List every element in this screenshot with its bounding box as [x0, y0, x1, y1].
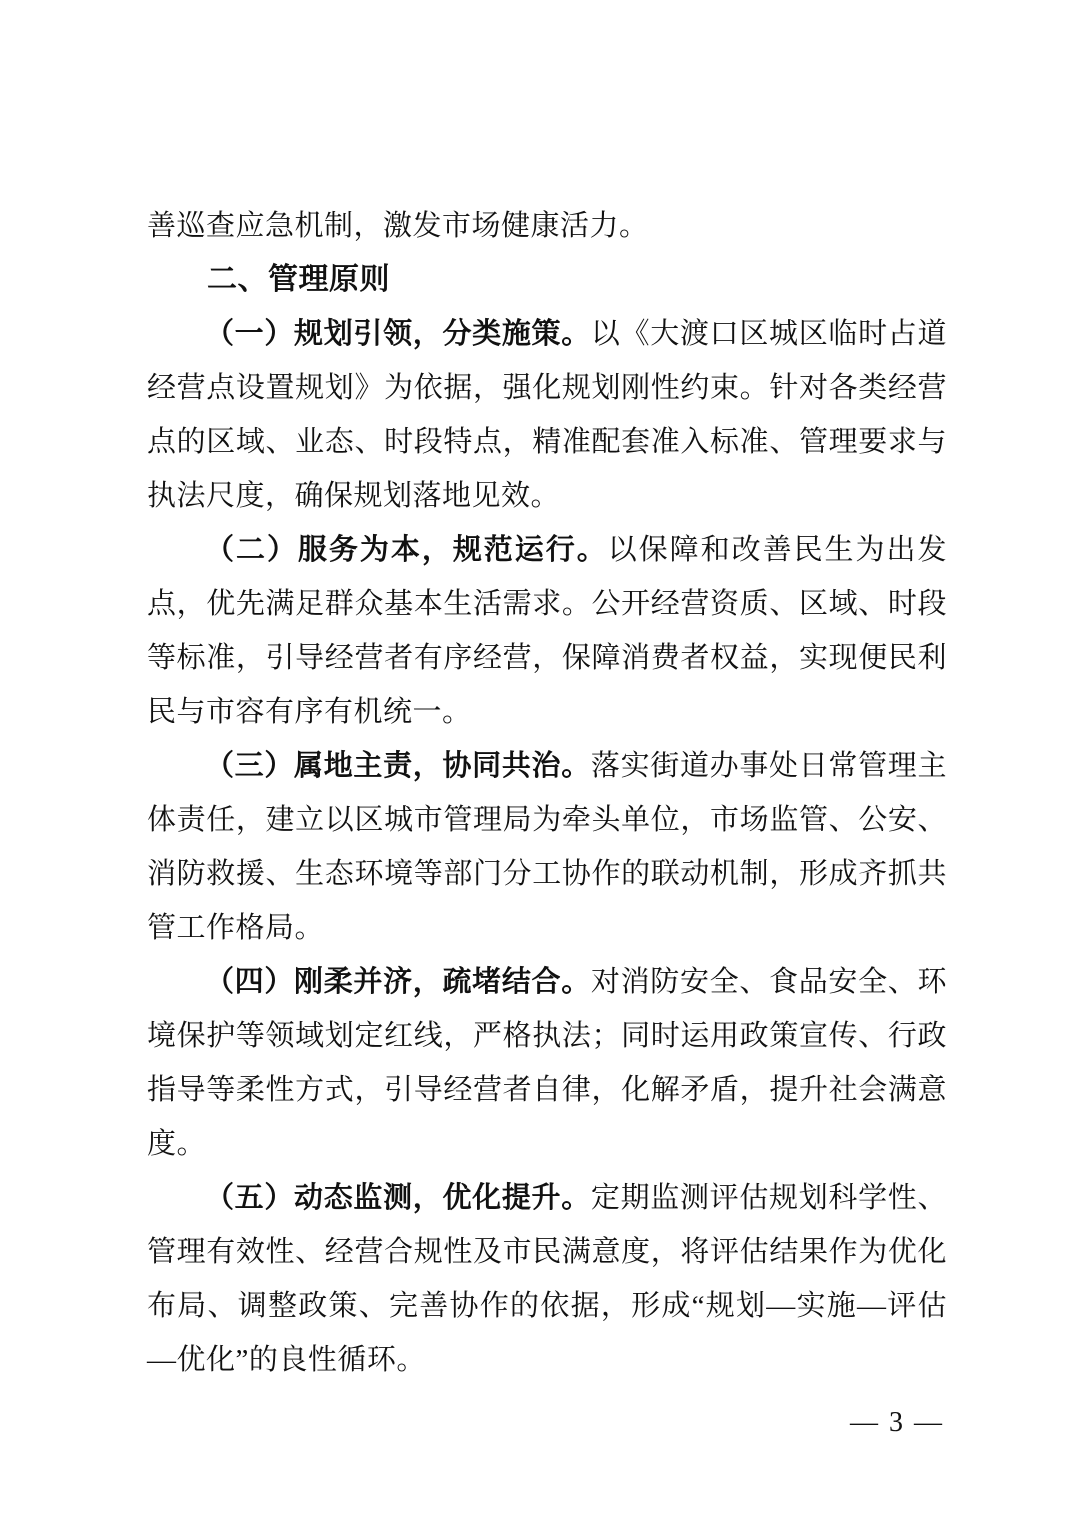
paragraph	[147, 955, 947, 1171]
paragraph-body: 定期监测评估规划科学性、管理有效性、经营合规性及市民满意度，将评估结果作为优化布局、调整政策、完善协作的依据，形成“规划—实施—评估—优化”的良性循环。	[147, 1182, 947, 1376]
paragraph-continuation: 善巡查应急机制，激发市场健康活力。	[147, 210, 649, 242]
paragraph-body: 以《大渡口区城区临时占道经营点设置规划》为依据，强化规划刚性约束。针对各类经营点的区域、业态、时段特点，精准配套准入标准、管理要求与执法尺度，确保规划落地见效。	[147, 318, 947, 512]
paragraph	[147, 307, 947, 523]
paragraph-lead: （五）动态监测，优化提升。	[205, 1182, 591, 1214]
paragraph	[147, 1171, 947, 1387]
document-body	[147, 199, 947, 1387]
paragraph-body: 对消防安全、食品安全、环境保护等领域划定红线，严格执法；同时运用政策宣传、行政指导等柔性方式，引导经营者自律，化解矛盾，提升社会满意度。	[147, 966, 947, 1160]
paragraph-lead: （二）服务为本，规范运行。	[205, 534, 608, 566]
paragraph	[147, 739, 947, 955]
paragraph-body: 落实街道办事处日常管理主体责任，建立以区城市管理局为牵头单位，市场监管、公安、消防救援、生态环境等部门分工协作的联动机制，形成齐抓共管工作格局。	[147, 750, 947, 944]
paragraph-lead: （四）刚柔并济，疏堵结合。	[205, 966, 591, 998]
section-heading: 二、管理原则	[207, 263, 390, 296]
paragraph-lead: （一）规划引领，分类施策。	[205, 318, 591, 350]
page-number: — 3 —	[850, 1407, 944, 1438]
paragraph-body: 以保障和改善民生为出发点，优先满足群众基本生活需求。公开经营资质、区域、时段等标准，引导经营者有序经营，保障消费者权益，实现便民利民与市容有序有机统一。	[147, 534, 947, 728]
paragraph-lead: （三）属地主责，协同共治。	[205, 750, 591, 782]
paragraph	[147, 523, 947, 739]
